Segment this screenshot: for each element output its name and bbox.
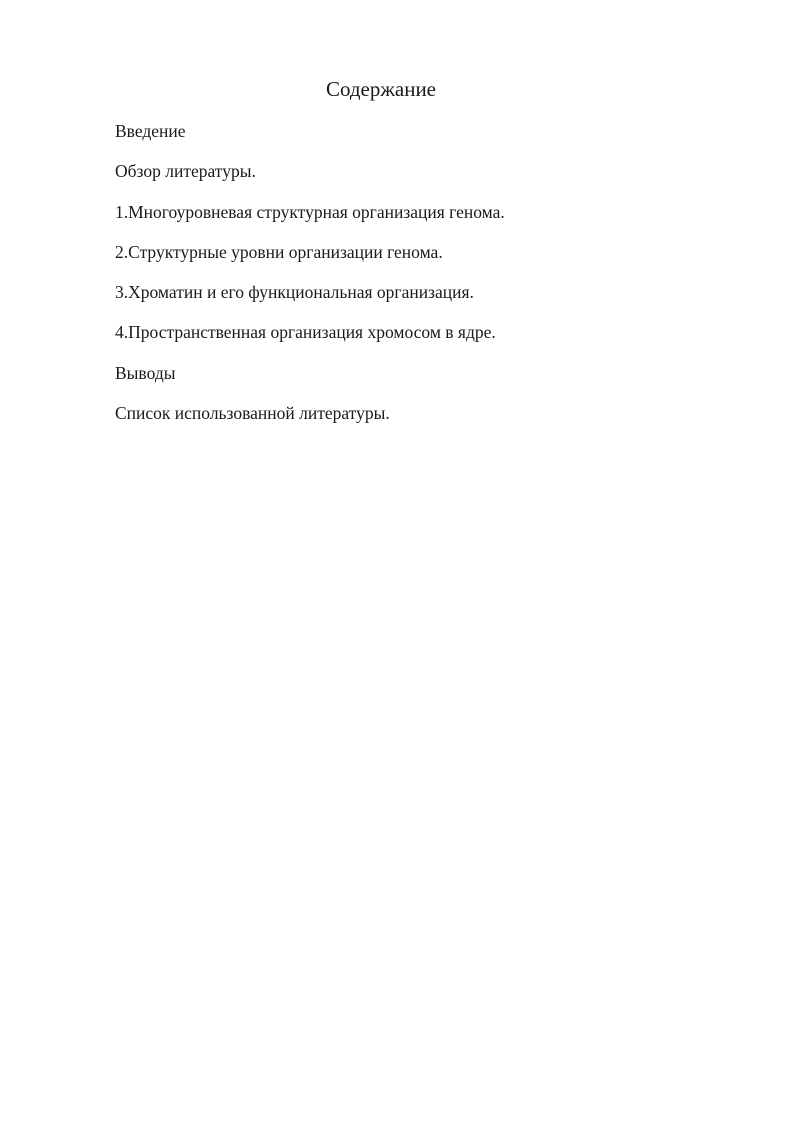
page-title: Содержание [325,77,437,101]
toc-item-conclusions: Выводы [115,362,176,383]
toc-item-section-2: 2.Структурные уровни организации генома. [115,241,443,262]
table-of-contents [115,118,755,440]
toc-item-introduction: Введение [115,121,186,141]
toc-item-section-1: 1.Многоуровневая структурная организация генома. [115,201,505,222]
toc-item-section-4: 4.Пространственная организация хромосом в ядре. [115,322,496,343]
toc-item-literature-review: Обзор литературы. [115,161,256,182]
toc-item-section-3: 3.Хроматин и его функциональная организация. [115,282,474,303]
toc-item-references: Список использованной литературы. [115,403,390,424]
